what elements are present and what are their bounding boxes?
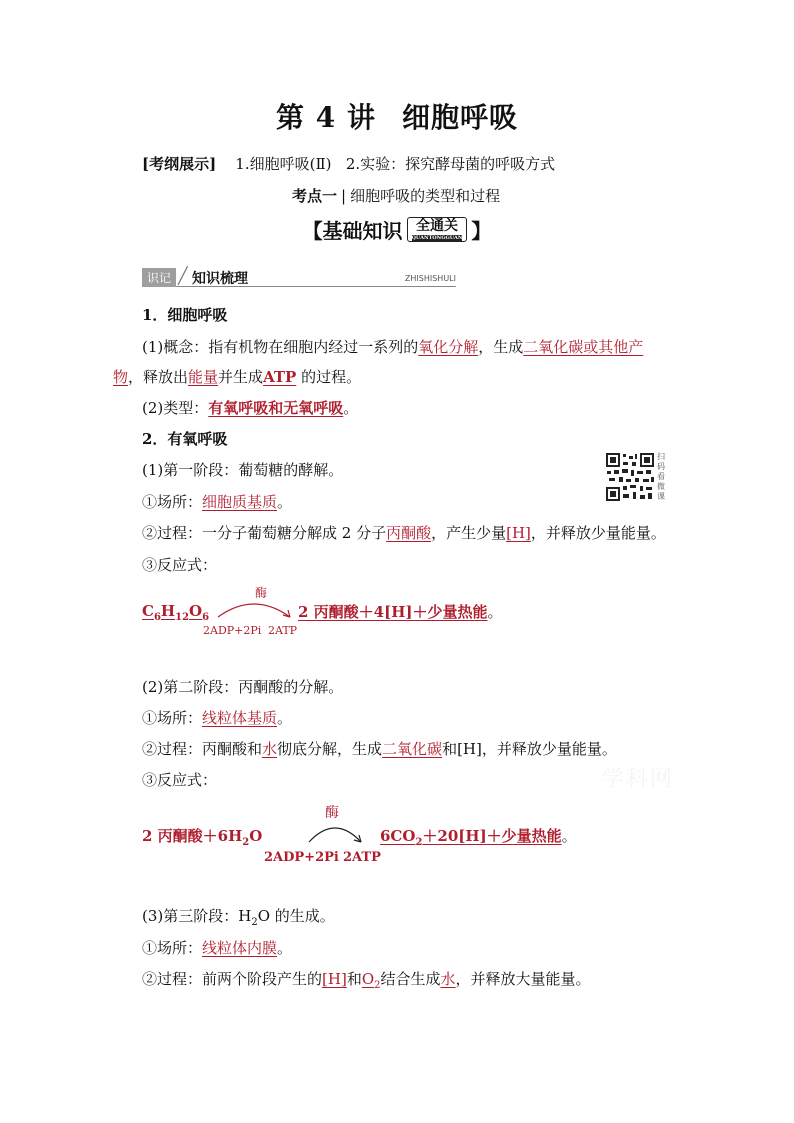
stage-3-title: (3)第三阶段：$H_2O$ 的生成。 xyxy=(142,907,335,928)
kaodian-title: 细胞呼吸的类型和过程 xyxy=(350,187,501,205)
kaodian-separator: | xyxy=(341,187,347,205)
text: ，并释放大量能量。 xyxy=(455,970,591,988)
answer-matrix: 线粒体基质 xyxy=(202,709,278,727)
eq1-adp: 2ADP+2Pi xyxy=(203,624,262,637)
answer-oxygen: $O_2$ xyxy=(361,970,381,991)
eq1-right: 2 丙酮酸＋4[H]＋少量热能 xyxy=(298,603,488,621)
banner-right: 】 xyxy=(471,219,492,243)
text: ，产生少量 xyxy=(431,524,507,542)
kaodian-heading xyxy=(292,185,500,206)
answer-pyruvate: 丙酮酸 xyxy=(386,524,432,542)
text: 。 xyxy=(561,827,577,845)
answer-co2-cont: 物 xyxy=(113,368,129,386)
text: ②过程：一分子葡萄糖分解成 2 分子 xyxy=(142,524,387,542)
answer-types: 有氧呼吸和无氧呼吸 xyxy=(208,399,344,417)
qr-code-icon[interactable] xyxy=(605,452,655,502)
text: 。 xyxy=(277,709,293,727)
eq1-enzyme: 酶 xyxy=(255,586,268,600)
text: ②过程：丙酮酸和 xyxy=(142,740,263,758)
answer-inner-membrane: 线粒体内膜 xyxy=(202,939,278,957)
concept-line-1 xyxy=(142,337,643,357)
text: 和[H]，并释放少量能量。 xyxy=(442,740,617,758)
text: (1)概念：指有机物在细胞内经过一系列的 xyxy=(142,338,419,356)
stage-1-process xyxy=(142,523,666,543)
stage-1-title: (1)第一阶段：葡萄糖的酵解。 xyxy=(142,461,344,479)
answer-energy: 能量 xyxy=(188,368,219,386)
text: ①场所： xyxy=(142,709,203,727)
text: ，并释放少量能量。 xyxy=(530,524,666,542)
eq2-adp: 2ADP+2Pi xyxy=(264,850,339,865)
outline-item-1: 1.细胞呼吸(Ⅱ) xyxy=(235,155,332,173)
stage-3-process xyxy=(142,969,591,996)
text: 彻底分解，生成 xyxy=(277,740,383,758)
answer-h-3: [H] xyxy=(322,970,347,988)
stage-2-eq-label: ③反应式： xyxy=(142,771,218,789)
eq2-right: $6CO_2+20[H]+$少量热能 xyxy=(380,827,562,848)
section-1-heading: 1．细胞呼吸 xyxy=(142,306,228,324)
text: 和 xyxy=(346,970,362,988)
text: ①场所： xyxy=(142,493,203,511)
stage-1-place xyxy=(142,492,292,512)
stage-3-place xyxy=(142,938,292,958)
answer-water: 水 xyxy=(262,740,278,758)
exam-outline xyxy=(142,153,555,174)
stage-2-title: (2)第二阶段：丙酮酸的分解。 xyxy=(142,678,344,696)
eq2-enzyme: 酶 xyxy=(325,805,339,821)
section-2-heading: 2．有氧呼吸 xyxy=(142,430,228,448)
slash-divider-icon: ╱ xyxy=(178,266,188,285)
text: ，生成 xyxy=(478,338,524,356)
outline-item-2: 2.实验：探究酵母菌的呼吸方式 xyxy=(345,155,556,173)
text: 。 xyxy=(343,399,359,417)
eq2-arrow-icon xyxy=(305,820,365,848)
answer-water-3: 水 xyxy=(440,970,456,988)
badge-text: 全通关 xyxy=(415,218,458,234)
eq2-reactant: 2 丙酮酸$+6H_2O$ xyxy=(142,827,263,848)
text: 结合生成 xyxy=(380,970,441,988)
answer-co2: 二氧化碳或其他产 xyxy=(523,338,644,356)
qr-caption: 扫码看微课 xyxy=(657,452,665,501)
banner-left: 【基础知识 xyxy=(302,219,403,243)
lecture-name: 细胞呼吸 xyxy=(401,101,518,134)
stage-2-process xyxy=(142,739,617,759)
basic-knowledge-banner xyxy=(0,215,794,245)
stage-1-eq-label: ③反应式： xyxy=(142,556,218,574)
knowledge-pinyin: ZHISHISHULI xyxy=(404,274,456,283)
answer-h: [H] xyxy=(506,524,531,542)
watermark: 学科网 xyxy=(602,767,675,792)
stage-2-place xyxy=(142,708,292,728)
text: (2)类型： xyxy=(142,399,209,417)
text: 。 xyxy=(487,603,503,621)
kaodian-number: 考点一 xyxy=(292,187,338,205)
concept-line-2 xyxy=(113,367,361,387)
memorize-tag: 识记 xyxy=(142,268,176,287)
banner-badge xyxy=(407,217,468,242)
eq1-atp: 2ATP xyxy=(268,624,298,637)
answer-cytoplasm: 细胞质基质 xyxy=(202,493,278,511)
knowledge-title: 知识梳理 xyxy=(192,271,248,287)
text: ，释放出 xyxy=(128,368,189,386)
text: 的过程。 xyxy=(301,368,362,386)
answer-oxidation: 氧化分解 xyxy=(418,338,479,356)
eq2-atp: 2ATP xyxy=(343,850,381,865)
knowledge-section-bar xyxy=(142,268,456,287)
text: 并生成 xyxy=(218,368,264,386)
eq1-arrow-icon xyxy=(214,597,294,625)
type-line xyxy=(142,398,358,418)
eq2-products xyxy=(380,825,577,848)
lecture-number: 第 4 讲 xyxy=(276,101,376,134)
answer-atp: ATP xyxy=(263,368,297,386)
eq1-reactant: $C_6H_{12}O_6$ xyxy=(142,602,210,623)
eq1-products xyxy=(298,601,502,622)
text: ②过程：前两个阶段产生的 xyxy=(142,970,323,988)
text: 。 xyxy=(277,493,293,511)
outline-label: [考纲展示] xyxy=(142,155,217,173)
text: 。 xyxy=(277,939,293,957)
badge-pinyin: QUANTONGGUAN xyxy=(411,235,463,241)
answer-carbon-dioxide: 二氧化碳 xyxy=(382,740,443,758)
text: ①场所： xyxy=(142,939,203,957)
page-title xyxy=(0,96,794,136)
